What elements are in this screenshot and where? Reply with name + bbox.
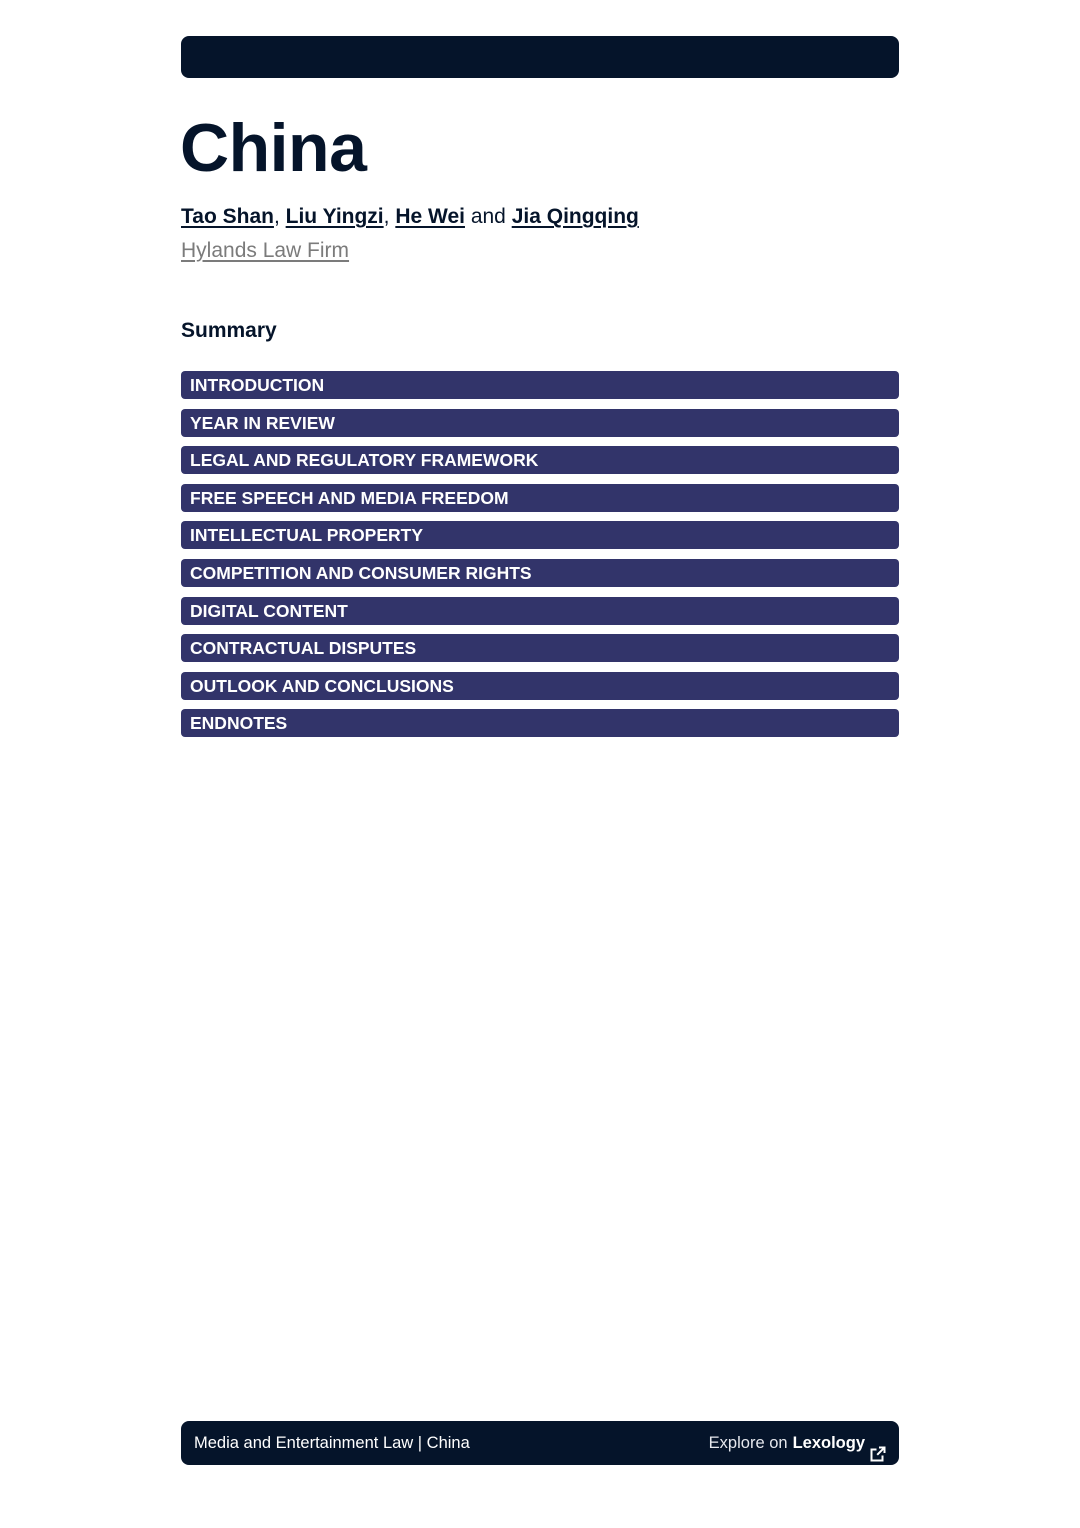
page-title: China (180, 110, 367, 186)
author-separator: , (273, 205, 280, 228)
summary-heading: Summary (181, 319, 277, 342)
author-link-tao-shan[interactable]: Tao Shan (181, 205, 274, 228)
toc-item-contractual-disputes[interactable]: CONTRACTUAL DISPUTES (181, 634, 899, 662)
author-list (181, 202, 639, 232)
author-separator: , (383, 205, 390, 228)
publication-label: Media and Entertainment Law | China (194, 1434, 470, 1452)
firm-link[interactable]: Hylands Law Firm (181, 239, 350, 262)
toc-item-legal-regulatory-framework[interactable]: LEGAL AND REGULATORY FRAMEWORK (181, 446, 899, 474)
explore-label: Explore on (708, 1434, 788, 1452)
lexology-brand: Lexology (792, 1434, 865, 1452)
author-link-jia-qingqing[interactable]: Jia Qingqing (511, 205, 639, 228)
toc-item-year-in-review[interactable]: YEAR IN REVIEW (181, 409, 899, 437)
top-banner (181, 36, 899, 78)
toc-item-introduction[interactable]: INTRODUCTION (181, 371, 899, 399)
toc-item-outlook-conclusions[interactable]: OUTLOOK AND CONCLUSIONS (181, 672, 899, 700)
explore-lexology-link[interactable] (709, 1421, 886, 1465)
toc-item-endnotes[interactable]: ENDNOTES (181, 709, 899, 737)
author-link-liu-yingzi[interactable]: Liu Yingzi (285, 205, 384, 228)
toc-item-competition-consumer-rights[interactable]: COMPETITION AND CONSUMER RIGHTS (181, 559, 899, 587)
author-conjunction: and (470, 205, 506, 228)
author-link-he-wei[interactable]: He Wei (395, 205, 465, 228)
summary-toc (181, 371, 899, 747)
toc-item-free-speech-media-freedom[interactable]: FREE SPEECH AND MEDIA FREEDOM (181, 484, 899, 512)
external-link-icon (870, 1435, 886, 1451)
toc-item-intellectual-property[interactable]: INTELLECTUAL PROPERTY (181, 521, 899, 549)
footer-bar (181, 1421, 899, 1465)
toc-item-digital-content[interactable]: DIGITAL CONTENT (181, 597, 899, 625)
